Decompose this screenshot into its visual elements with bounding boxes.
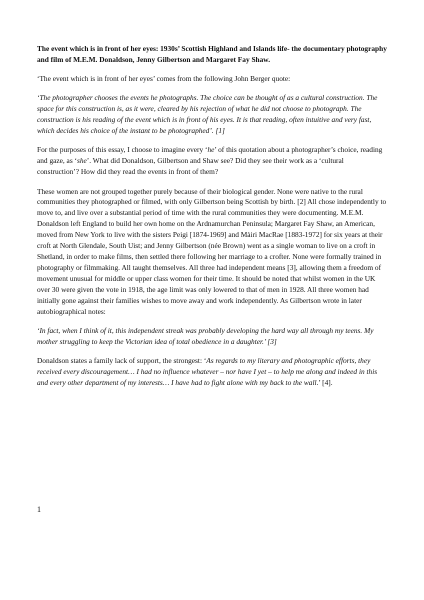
paragraph-purpose: For the purposes of this essay, I choose to imagine every ‘he’ of this quotation about a photographer’s choice, reading and gaze, as ‘she’. What did Donaldson, Gilbertson and Shaw see? Did they see their work as a ‘cultural construction’? How did they read the events in front of them? [37, 145, 383, 177]
document-body [37, 44, 387, 397]
paragraph-background: These women are not grouped together purely because of their biological gender. None were native to the rural communities they photographed or filmed, with only Gilbertson being Scottish by birth. [2] All chose independently to move to, and live over a substantial period of time with the rural communities they were documenting. M.E.M. Donaldson left England to build her own home on the Ardnamurchan Peninsula; Margaret Fay Shaw, an American, moved from New York to live with the sisters Peigi [1874-1969] and Màiri MacRae [1883-1972] for six years at their croft at North Glendale, South Uist; and Jenny Gilbertson (née Brown) went as a single woman to live on a croft in Shetland, in order to make films, then settled there following her marriage to a crofter. None were formally trained in photography or filmmaking. All taught themselves. All three had independent means [3], allowing them a freedom of movement unusual for middle or upper class women for their time. It should be noted that whilst women in the UK over 30 were given the vote in 1918, the age limit was only lowered to that of men in 1928. All three women had initially gone against their families wishes to move away and work independently. As Gilbertson wrote in later autobiographical notes: [37, 186, 387, 316]
paragraph-donaldson: Donaldson states a family lack of support, the strongest: ‘As regards to my literary and photographic efforts, they received every discouragement… I had no influence whatever – nor have I yet – to help me along and indeed in this and every other department of my interests… I have had to fight alone with my back to the wall.’ [4]. [37, 356, 378, 388]
gilbertson-quote: ‘In fact, when I think of it, this independent streak was probably developing the hard way all through my teens. My mother struggling to keep the Victorian idea of total obedience in a daughter.’ [3] [37, 325, 374, 346]
document-title: The event which is in front of her eyes: 1930s’ Scottish Highland and Islands life- the documentary photography and film of M.E.M. Donaldson, Jenny Gilbertson and Margaret Fay Shaw. [37, 44, 387, 64]
page-number: 1 [37, 505, 41, 514]
paragraph-intro: ‘The event which is in front of her eyes’ comes from the following John Berger quote: [37, 73, 291, 83]
berger-quote: ‘The photographer chooses the events he photographs. The choice can be thought of as a cultural construction. The space for this construction is, as it were, cleared by his rejection of what he did not choose to photograph. The construction is his reading of the event which is in front of his eyes. It is that reading, often intuitive and very fast, which decides his choice of the instant to be photographed’. [1] [37, 93, 378, 135]
